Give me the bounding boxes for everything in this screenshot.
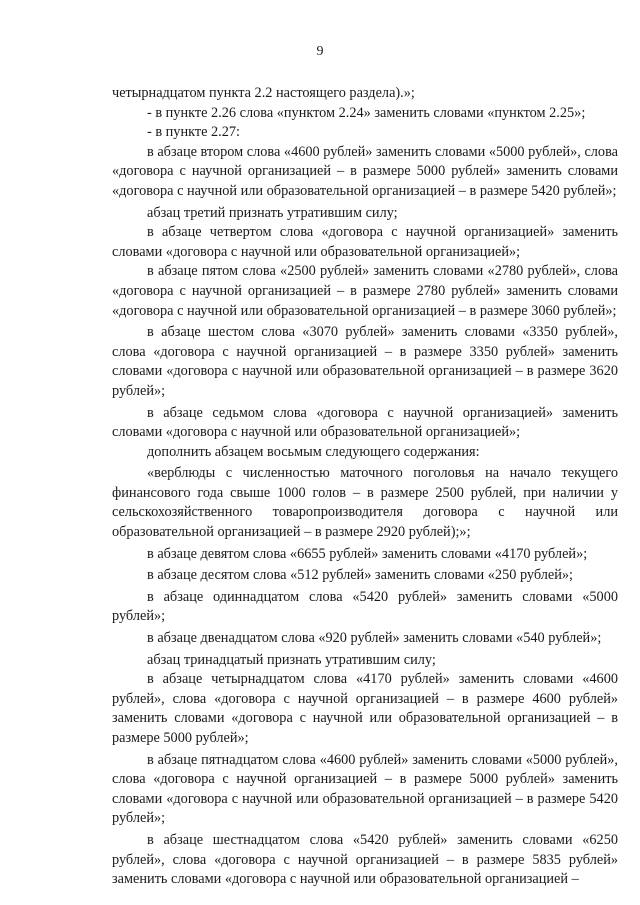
paragraph-9: в абзаце седьмом слова «договора с научной организацией» заменить словами «договора с научной или образовательной организацией»; [112, 404, 618, 441]
paragraph-8: в абзаце шестом слова «3070 рублей» заменить словами «3350 рублей», слова «договора с научной организацией – в размере 3350 рублей» заменить словами «договора с научной или образовательной организацией – в размере 3620 рублей»; [112, 324, 618, 399]
paragraph-12: в абзаце девятом слова «6655 рублей» заменить словами «4170 рублей»; [147, 545, 588, 562]
paragraph-17: в абзаце четырнадцатом слова «4170 рублей» заменить словами «4600 рублей», слова «договора с научной организацией – в размере 4600 рублей» заменить словами «договора с научной или образовательной организацией – в размере 5000 рублей»; [112, 671, 618, 746]
paragraph-7: в абзаце пятом слова «2500 рублей» заменить словами «2780 рублей», слова «договора с научной организацией – в размере 2780 рублей» заменить словами «договора с научной или образовательной организацией – в размере 3060 рублей»; [112, 263, 618, 319]
paragraph-15: в абзаце двенадцатом слова «920 рублей» заменить словами «540 рублей»; [147, 630, 602, 647]
document-body [112, 84, 618, 890]
paragraph-13: в абзаце десятом слова «512 рублей» заменить словами «250 рублей»; [147, 567, 574, 584]
paragraph-6: в абзаце четвертом слова «договора с научной организацией» заменить словами «договора с научной или образовательной организацией»; [112, 224, 618, 260]
page-number: 9 [316, 44, 324, 59]
paragraph-10: дополнить абзацем восьмым следующего содержания: [147, 443, 480, 460]
paragraph-3: - в пункте 2.27: [147, 124, 241, 141]
paragraph-16: абзац тринадцатый признать утратившим силу; [147, 651, 436, 668]
paragraph-18: в абзаце пятнадцатом слова «4600 рублей» заменить словами «5000 рублей», слова «договора с научной организацией – в размере 5000 рублей» заменить словами «договора с научной или образовательной организацией – в размере 5420 рублей»; [112, 751, 618, 827]
paragraph-11: «верблюды с численностью маточного поголовья на начало текущего финансового года свыше 1000 голов – в размере 2500 рублей, при наличии у сельскохозяйственного товаропроизводителя договора с научной или образовательной организацией – в размере 2920 рублей);»; [112, 465, 618, 541]
paragraph-5: абзац третий признать утратившим силу; [147, 204, 398, 221]
paragraph-14: в абзаце одиннадцатом слова «5420 рублей» заменить словами «5000 рублей»; [112, 588, 618, 625]
paragraph-2: - в пункте 2.26 слова «пунктом 2.24» заменить словами «пунктом 2.25»; [147, 104, 586, 121]
paragraph-19: в абзаце шестнадцатом слова «5420 рублей» заменить словами «6250 рублей», слова «договора с научной организацией – в размере 5835 рублей» заменить словами «договора с научной или образовательной организацией – [112, 831, 618, 888]
paragraph-4: в абзаце втором слова «4600 рублей» заменить словами «5000 рублей», слова «договора с научной организацией – в размере 5000 рублей» заменить словами «договора с научной или образовательной организацией – в размере 5420 рублей»; [112, 143, 618, 199]
paragraph-1: четырнадцатом пункта 2.2 настоящего раздела).»; [112, 85, 415, 101]
